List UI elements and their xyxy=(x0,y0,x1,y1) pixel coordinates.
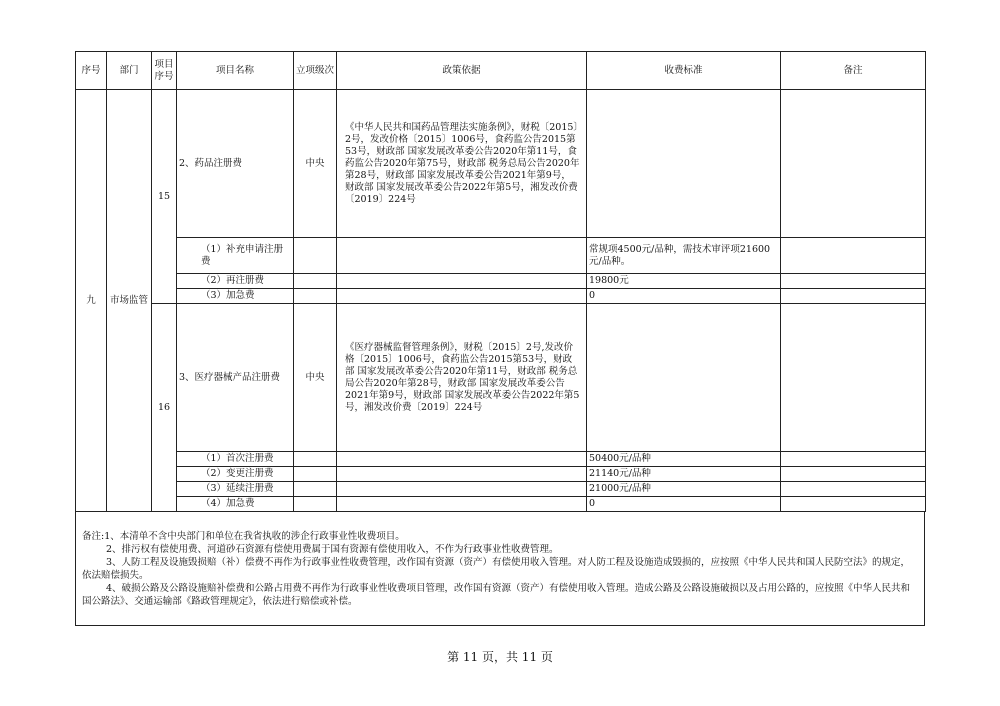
sub-item-standard-cell: 0 xyxy=(587,289,781,304)
table-row xyxy=(76,90,926,238)
sub-item-remark-cell xyxy=(781,467,926,482)
item-standard-cell xyxy=(587,304,781,452)
item-level-cell: 中央 xyxy=(294,90,337,238)
item-standard-cell xyxy=(587,90,781,238)
sub-item-standard-cell: 21000元/品种 xyxy=(587,482,781,497)
sub-item-policy-cell xyxy=(337,274,587,289)
item-remark-cell xyxy=(781,90,926,238)
sub-item-policy-cell xyxy=(337,452,587,467)
item-name-cell: 3、医疗器械产品注册费 xyxy=(177,304,294,452)
table-row xyxy=(76,482,926,497)
sub-item-level-cell xyxy=(294,497,337,512)
sub-item-level-cell xyxy=(294,482,337,497)
table-row xyxy=(76,289,926,304)
table-row xyxy=(76,304,926,452)
group-seq-cell: 九 xyxy=(76,90,107,512)
table-row xyxy=(76,452,926,467)
sub-item-standard-cell: 21140元/品种 xyxy=(587,467,781,482)
item-name-cell: 2、药品注册费 xyxy=(177,90,294,238)
sub-item-remark-cell xyxy=(781,238,926,274)
item-level-cell: 中央 xyxy=(294,304,337,452)
sub-item-level-cell xyxy=(294,452,337,467)
table-row xyxy=(76,467,926,482)
header-standard: 收费标准 xyxy=(587,52,781,90)
sub-item-standard-cell: 常规项4500元/品种，需技术审评项21600元/品种。 xyxy=(587,238,781,274)
sub-item-level-cell xyxy=(294,289,337,304)
sub-item-name-cell: （2）再注册费 xyxy=(177,274,294,289)
header-dept: 部门 xyxy=(107,52,152,90)
item-policy-cell: 《医疗器械监督管理条例》，财税〔2015〕2号,发改价格〔2015〕1006号，食药监公告2015第53号，财政部 国家发展改革委公告2020年第11号，财政部 税务总局公告2020年第28号，财政部 国家发展改革委公告2021年第9号，财政部 国家发展改革委公告2022年第5号，湘发改价费〔2019〕224号 xyxy=(337,304,587,452)
sub-item-name-cell: （2）变更注册费 xyxy=(177,467,294,482)
note-line: 备注:1、本清单不含中央部门和单位在我省执收的涉企行政事业性收费项目。 xyxy=(82,531,405,542)
sub-item-remark-cell xyxy=(781,482,926,497)
header-level: 立项级次 xyxy=(294,52,337,90)
sub-item-name-cell: （3）延续注册费 xyxy=(177,482,294,497)
notes-section xyxy=(75,512,925,626)
fee-list-sheet xyxy=(75,51,925,626)
header-item-seq: 项目序号 xyxy=(152,52,177,90)
sub-item-remark-cell xyxy=(781,274,926,289)
note-line: 3、人防工程及设施毁损赔（补）偿费不再作为行政事业性收费管理，改作国有资源（资产）有偿使用收入管理。对人防工程及设施造成毁损的，应按照《中华人民共和国人民防空法》的规定，依法赔偿损失。 xyxy=(82,557,911,581)
page-number: 第 11 页，共 11 页 xyxy=(447,650,553,664)
sub-item-standard-cell: 50400元/品种 xyxy=(587,452,781,467)
table-row xyxy=(76,238,926,274)
header-remark: 备注 xyxy=(781,52,926,90)
note-line: 2、排污权有偿使用费、河道砂石资源有偿使用费属于国有资源有偿使用收入，不作为行政事业性收费管理。 xyxy=(106,544,559,555)
table-row xyxy=(76,274,926,289)
sub-item-standard-cell: 0 xyxy=(587,497,781,512)
sub-item-level-cell xyxy=(294,467,337,482)
table-row xyxy=(76,497,926,512)
sub-item-remark-cell xyxy=(781,497,926,512)
header-seq: 序号 xyxy=(76,52,107,90)
item-no-cell: 16 xyxy=(152,304,177,512)
sub-item-name-cell: （4）加急费 xyxy=(177,497,294,512)
sub-item-remark-cell xyxy=(781,452,926,467)
sub-item-policy-cell xyxy=(337,238,587,274)
sub-item-policy-cell xyxy=(337,289,587,304)
sub-item-standard-cell: 19800元 xyxy=(587,274,781,289)
group-dept-cell: 市场监管 xyxy=(107,90,152,512)
item-no-cell: 15 xyxy=(152,90,177,304)
header-policy: 政策依据 xyxy=(337,52,587,90)
sub-item-policy-cell xyxy=(337,467,587,482)
note-line: 4、破损公路及公路设施赔补偿费和公路占用费不再作为行政事业性收费项目管理，改作国有资源（资产）有偿使用收入管理。造成公路及公路设施破损以及占用公路的，应按照《中华人民共和国公路法》、交通运输部《路政管理规定》，依法进行赔偿或补偿。 xyxy=(82,583,911,607)
sub-item-name-cell: （1）首次注册费 xyxy=(177,452,294,467)
sub-item-name-cell: （3）加急费 xyxy=(177,289,294,304)
sub-item-policy-cell xyxy=(337,482,587,497)
table-header-row xyxy=(76,52,926,90)
sub-item-level-cell xyxy=(294,274,337,289)
fee-table xyxy=(75,51,926,512)
item-policy-cell: 《中华人民共和国药品管理法实施条例》，财税〔2015〕2号，发改价格〔2015〕1006号，食药监公告2015第53号，财政部 国家发展改革委公告2020年第11号，食药监公告2020年第75号，财政部 税务总局公告2020年第28号，财政部 国家发展改革委公告2021年第9号，财政部 国家发展改革委公告2022年第5号，湘发改价费〔2019〕224号 xyxy=(337,90,587,238)
sub-item-name-cell: （1）补充申请注册费 xyxy=(177,238,294,274)
sub-item-level-cell xyxy=(294,238,337,274)
sub-item-policy-cell xyxy=(337,497,587,512)
item-remark-cell xyxy=(781,304,926,452)
sub-item-remark-cell xyxy=(781,289,926,304)
header-item-name: 项目名称 xyxy=(177,52,294,90)
